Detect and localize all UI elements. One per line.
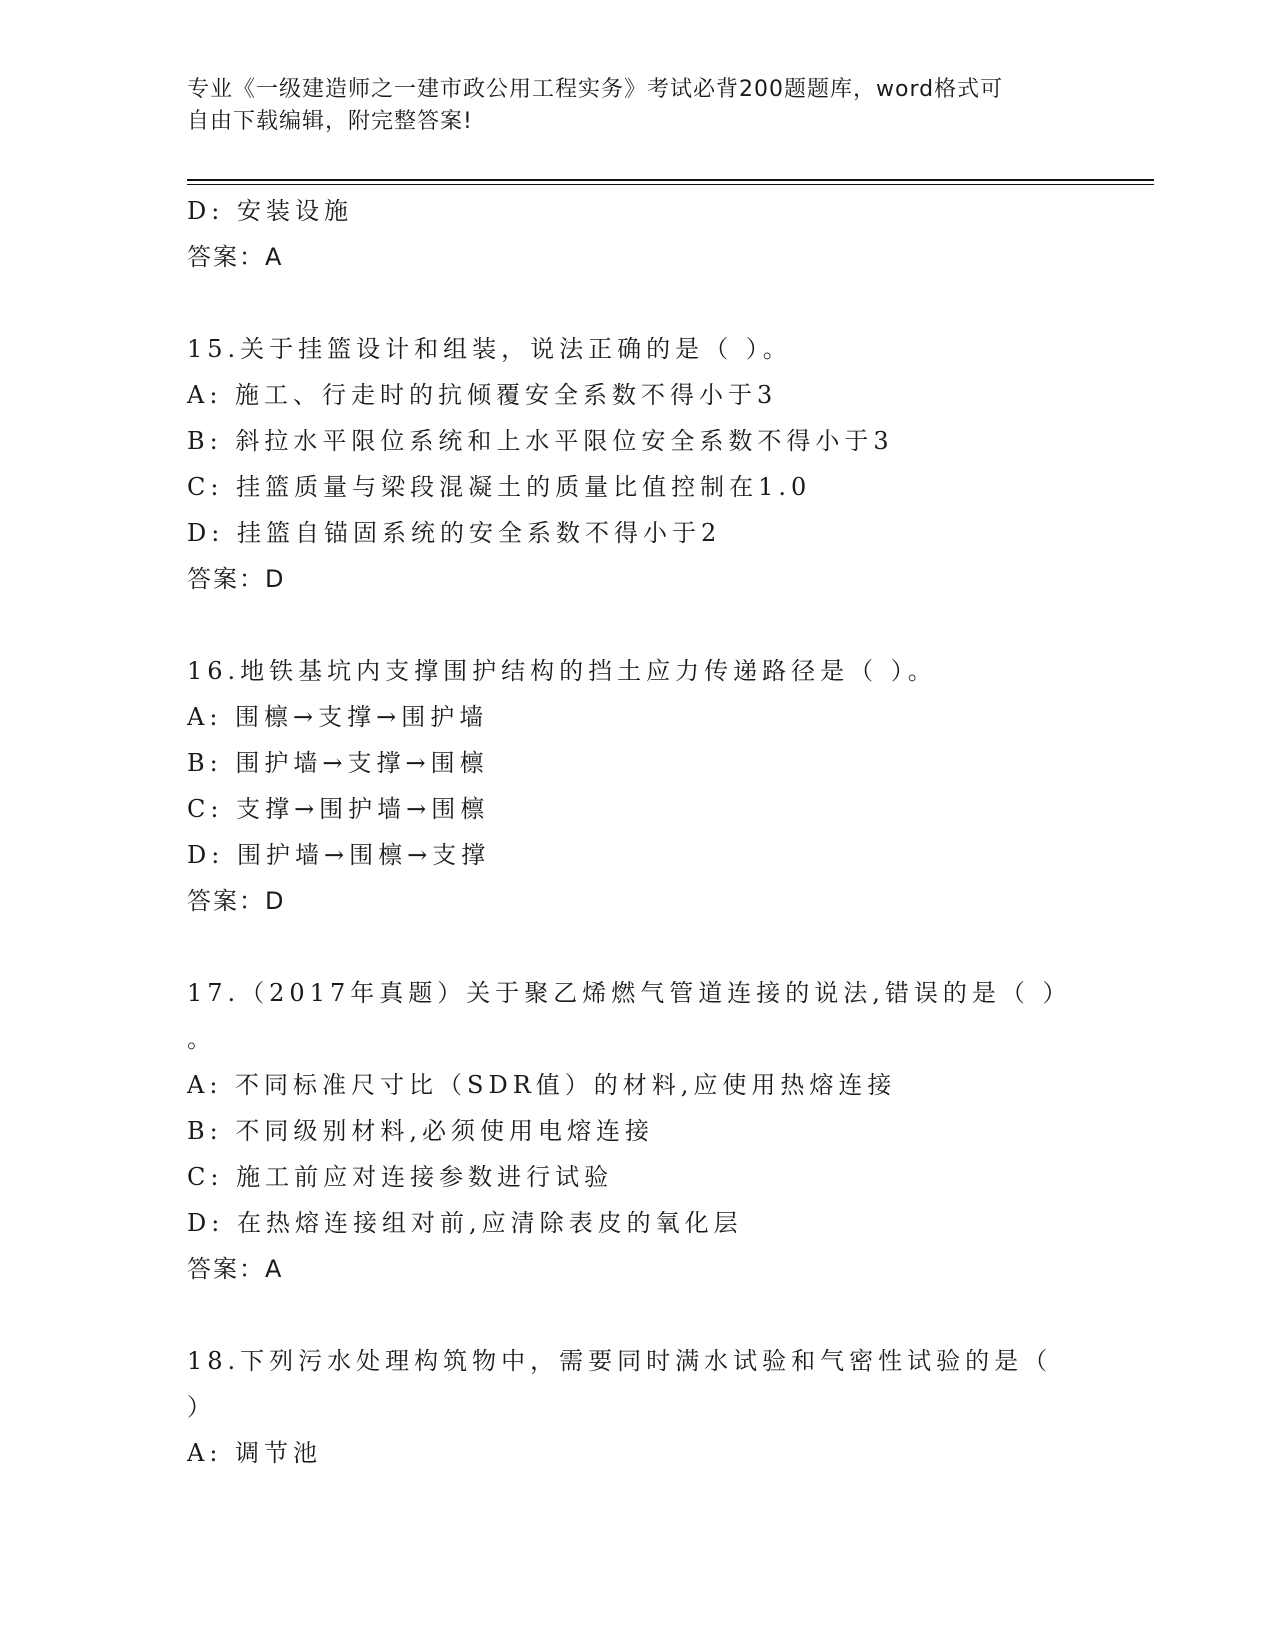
answer: 答案：A xyxy=(187,243,284,271)
question-stem: 16.地铁基坑内支撑围护结构的挡土应力传递路径是（ ）。 xyxy=(187,657,937,685)
question-stem-line-2: 。 xyxy=(187,1025,216,1053)
question-15 xyxy=(187,326,1067,602)
option-c: C: 支撑→围护墙→围檩 xyxy=(187,795,490,823)
spacer xyxy=(187,1292,1067,1338)
question-stem-line-1: 18.下列污水处理构筑物中，需要同时满水试验和气密性试验的是（ xyxy=(187,1347,1053,1375)
question-14-tail xyxy=(187,188,1067,280)
question-stem: 15.关于挂篮设计和组装，说法正确的是（ ）。 xyxy=(187,335,792,363)
option-b: B: 斜拉水平限位系统和上水平限位安全系数不得小于3 xyxy=(187,427,894,455)
question-list xyxy=(187,188,1072,1476)
option-b: B: 围护墙→支撑→围檩 xyxy=(187,749,489,777)
spacer xyxy=(187,280,1067,326)
option-a: A: 不同标准尺寸比（SDR值）的材料,应使用热熔连接 xyxy=(187,1071,897,1099)
answer: 答案：A xyxy=(187,1255,284,1283)
answer: 答案：D xyxy=(187,887,286,915)
option-a: A: 围檩→支撑→围护墙 xyxy=(187,703,489,731)
answer: 答案：D xyxy=(187,565,286,593)
spacer xyxy=(187,924,1067,970)
header-title-line-1: 专业《一级建造师之一建市政公用工程实务》考试必背200题题库，word格式可 xyxy=(187,77,1004,102)
header-divider-thick xyxy=(187,179,1154,181)
option-d: D: 在热熔连接组对前,应清除表皮的氧化层 xyxy=(187,1209,743,1237)
header-divider-thin xyxy=(187,184,1154,185)
option-d: D: 围护墙→围檩→支撑 xyxy=(187,841,491,869)
question-17 xyxy=(187,970,1072,1292)
question-stem-line-2: ） xyxy=(187,1393,216,1421)
document-header xyxy=(187,74,1067,138)
option-d: D: 安装设施 xyxy=(187,197,353,225)
question-18 xyxy=(187,1338,1067,1476)
option-a: A: 调节池 xyxy=(187,1439,323,1467)
option-a: A: 施工、行走时的抗倾覆安全系数不得小于3 xyxy=(187,381,778,409)
option-b: B: 不同级别材料,必须使用电熔连接 xyxy=(187,1117,654,1145)
question-stem-line-1: 17.（2017年真题）关于聚乙烯燃气管道连接的说法,错误的是（ ） xyxy=(187,979,1072,1007)
option-d: D: 挂篮自锚固系统的安全系数不得小于2 xyxy=(187,519,722,547)
option-c: C: 挂篮质量与梁段混凝土的质量比值控制在1.0 xyxy=(187,473,812,501)
spacer xyxy=(187,602,1067,648)
question-16 xyxy=(187,648,1067,924)
header-title-line-2: 自由下载编辑，附完整答案! xyxy=(187,109,473,134)
option-c: C: 施工前应对连接参数进行试验 xyxy=(187,1163,614,1191)
